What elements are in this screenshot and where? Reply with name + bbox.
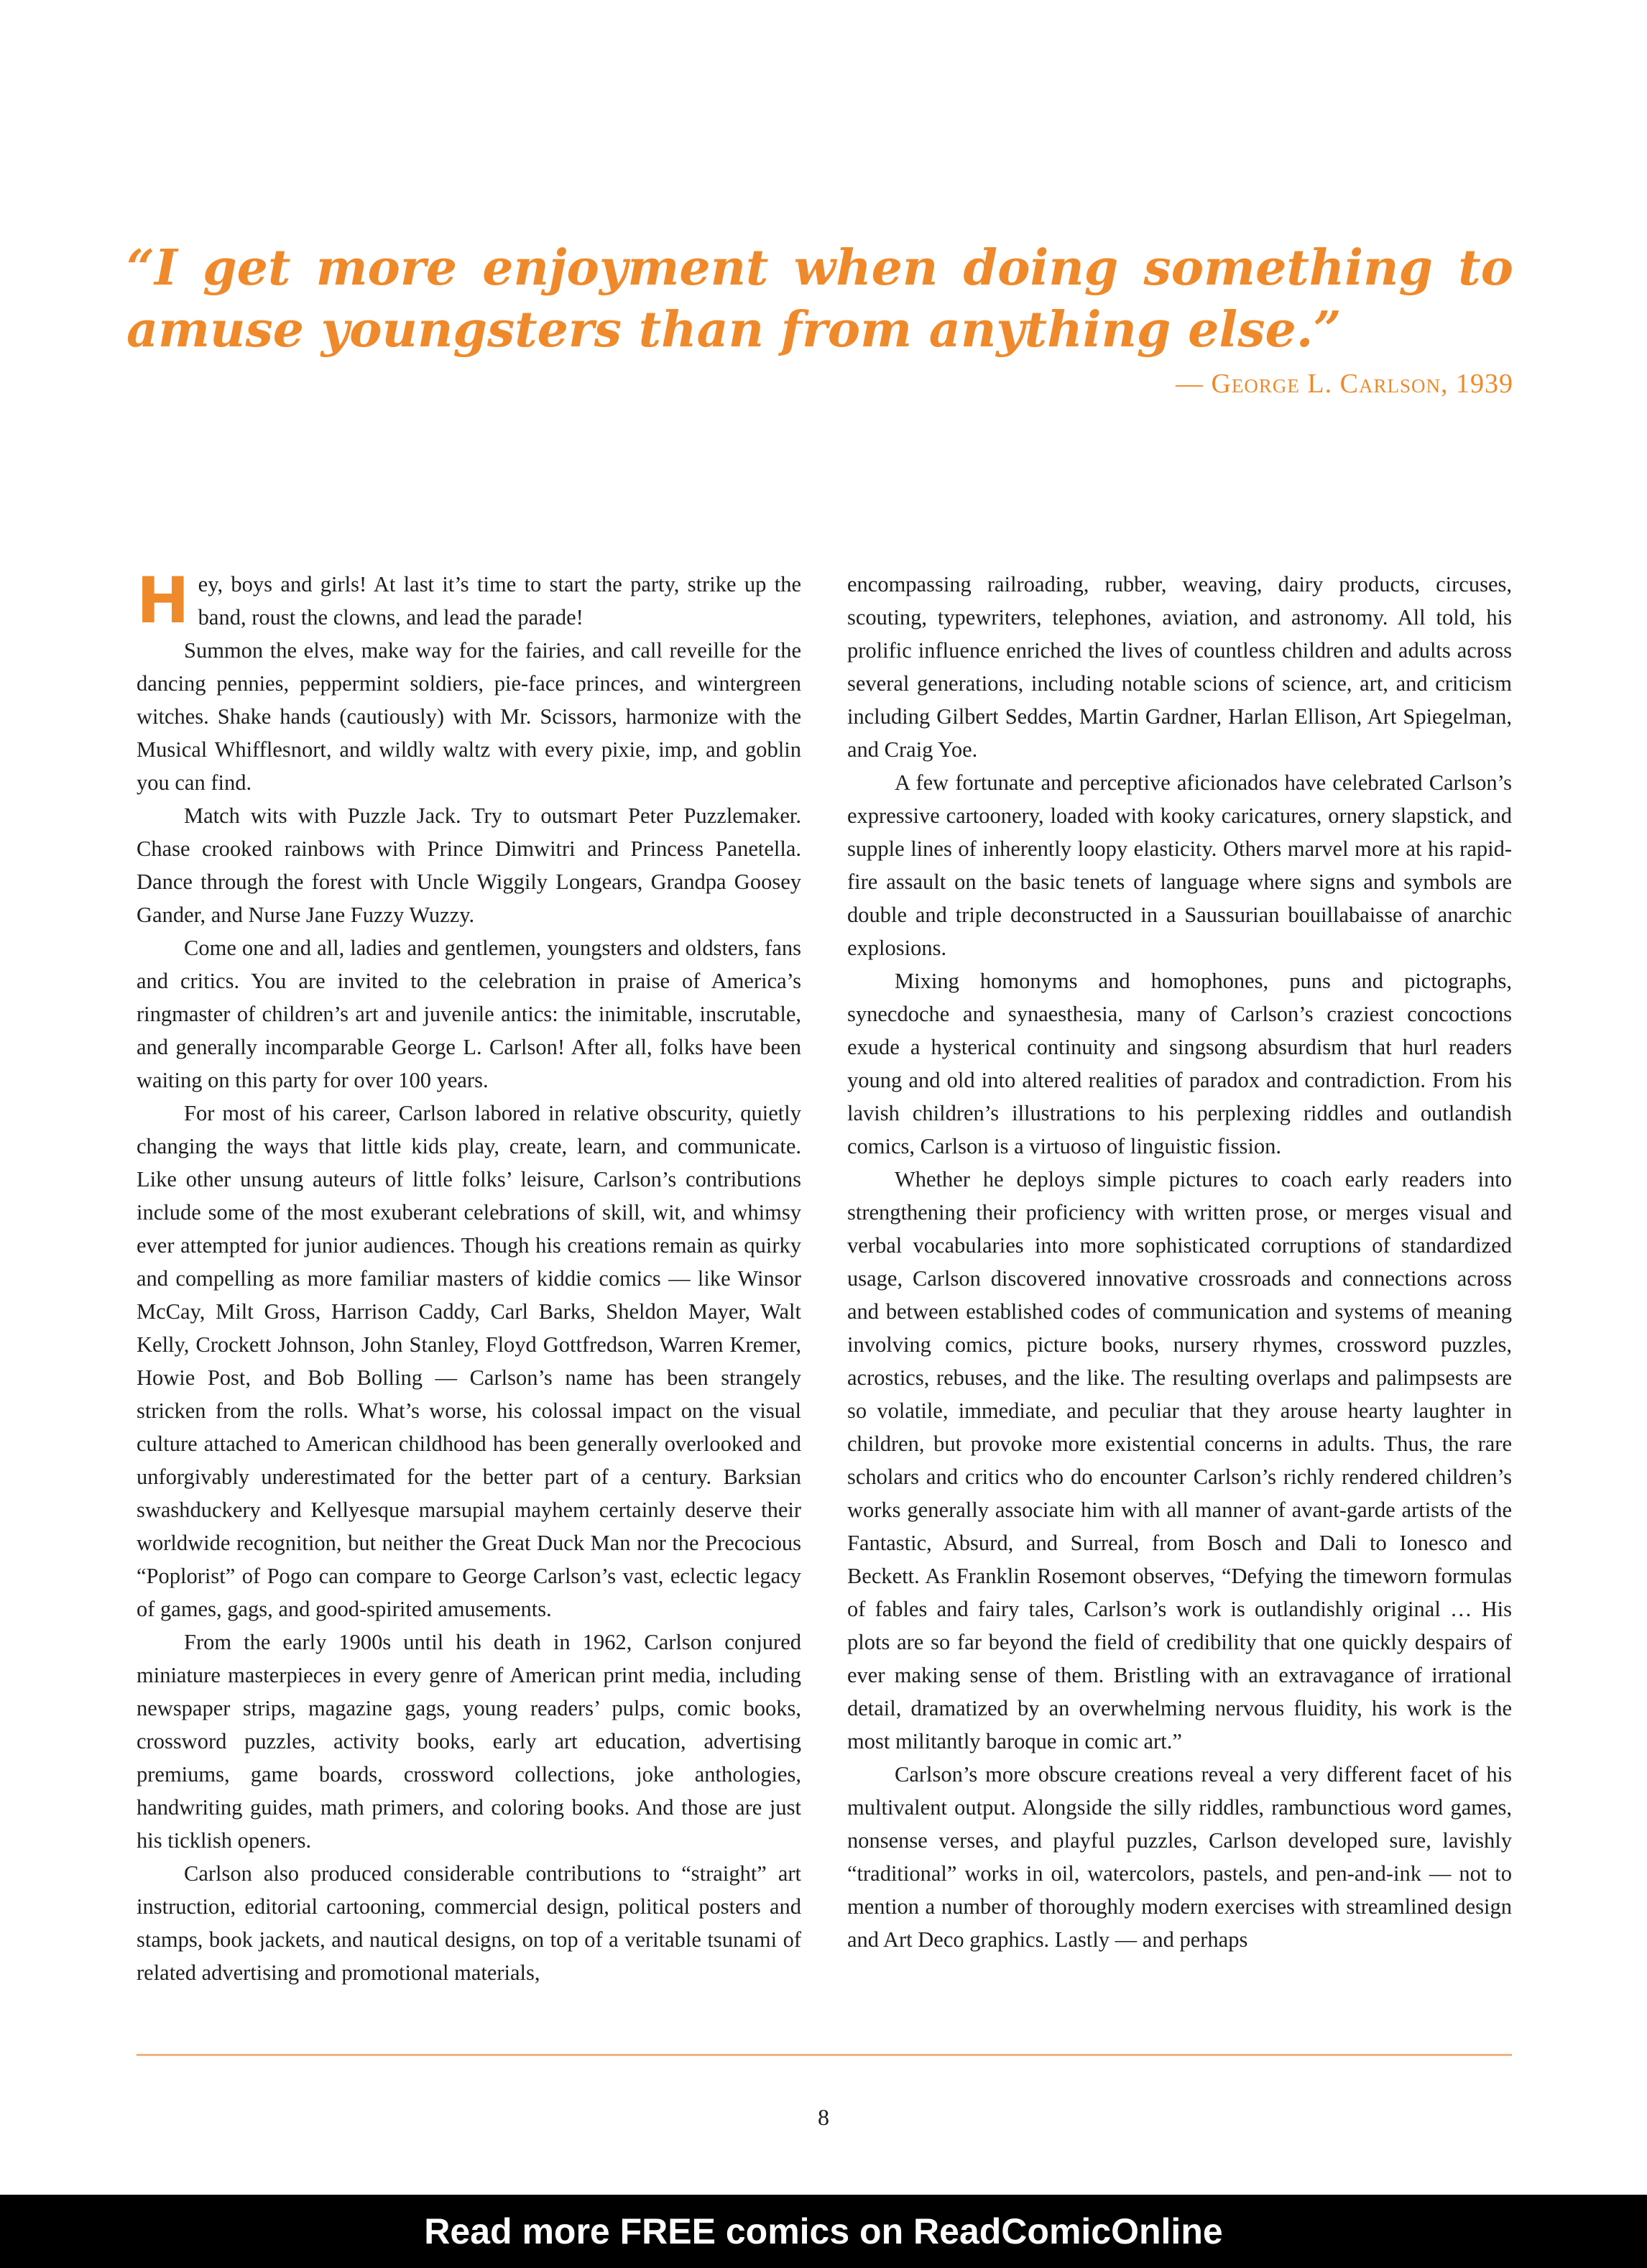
footer-banner[interactable]: Read more FREE comics on ReadComicOnline (0, 2195, 1647, 2268)
paragraph-text: ey, boys and girls! At last it’s time to start the party, strike up the band, roust the clowns, and lead the parade! (198, 572, 801, 630)
paragraph: A few fortunate and perceptive aficionados have celebrated Carlson’s expressive cartoonery, loaded with kooky caricatures, ornery slapstick, and supple lines of inherently loopy elasticity. Others marvel more at his rapid-fire assault on the basic tenets of language where signs and symbols are double and triple deconstructed in a Saussurian bouillabaisse of anarchic explosions. (847, 770, 1512, 960)
page-number: 8 (818, 2104, 829, 2130)
epigraph (126, 237, 1513, 400)
right-column (847, 568, 1512, 2027)
epigraph-attribution: — George L. Carlson, 1939 (1175, 369, 1513, 399)
paragraph: Whether he deploys simple pictures to coach early readers into strengthening their proficiency with written prose, or merges visual and verbal vocabularies into more sophisticated corruptions of standardized usage, Carlson discovered innovative crossroads and connections across and between established codes of communication and systems of meaning involving comics, picture books, nursery rhymes, crossword puzzles, acrostics, rebuses, and the like. The resulting overlaps and palimpsests are so volatile, immediate, and peculiar that they arouse hearty laughter in children, but provoke more existential concerns in adults. Thus, the rare scholars and critics who do encounter Carlson’s richly rendered children’s works generally associate him with all manner of avant-garde artists of the Fantastic, Absurd, and Surreal, from Bosch and Dali to Ionesco and Beckett. As Franklin Rosemont observes, “Defying the timeworn formulas of fables and fairy tales, Carlson’s work is outlandishly original … His plots are so far beyond the field of credibility that one quickly despairs of ever making sense of them. Bristling with an extravagance of irrational detail, dramatized by an overwhelming nervous fluidity, his work is the most militantly baroque in comic art.” (847, 1167, 1512, 1753)
paragraph: encompassing railroading, rubber, weaving, dairy products, circuses, scouting, typewriters, telephones, aviation, and astronomy. All told, his prolific influence enriched the lives of countless children and adults across several generations, including notable scions of science, art, and criticism including Gilbert Seddes, Martin Gardner, Harlan Ellison, Art Spiegelman, and Craig Yoe. (847, 572, 1512, 762)
epigraph-quote: “I get more enjoyment when doing something to amuse youngsters than from anything else.” (126, 239, 1513, 359)
paragraph: Match wits with Puzzle Jack. Try to outsmart Peter Puzzlemaker. Chase crooked rainbows with Prince Dimwitri and Princess Panetella. Dance through the forest with Uncle Wiggily Longears, Grandpa Goosey Gander, and Nurse Jane Fuzzy Wuzzy. (137, 803, 801, 927)
divider-rule (137, 2054, 1512, 2056)
paragraph: For most of his career, Carlson labored in relative obscurity, quietly changing the ways that little kids play, create, learn, and communicate. Like other unsung auteurs of little folks’ leisure, Carlson’s contributions include some of the most exuberant celebrations of skill, wit, and whimsy ever attempted for junior audiences. Though his creations remain as quirky and compelling as more familiar masters of kiddie comics — like Winsor McCay, Milt Gross, Harrison Caddy, Carl Barks, Sheldon Mayer, Walt Kelly, Crockett Johnson, John Stanley, Floyd Gottfredson, Warren Kremer, Howie Post, and Bob Bolling — Carlson’s name has been strangely stricken from the rolls. What’s worse, his colossal impact on the visual culture attached to American childhood has been generally overlooked and unforgivably underestimated for the better part of a century. Barksian swashduckery and Kellyesque marsupial mayhem certainly deserve their worldwide recognition, but neither the Great Duck Man nor the Precocious “Poplorist” of Pogo can compare to George Carlson’s vast, eclectic legacy of games, gags, and good-spirited amusements. (137, 1101, 801, 1621)
paragraph: Carlson’s more obscure creations reveal a very different facet of his multivalent output. Alongside the silly riddles, rambunctious word games, nonsense verses, and playful puzzles, Carlson developed sure, lavishly “traditional” works in oil, watercolors, pastels, and pen-and-ink — not to mention a number of thoroughly modern exercises with streamlined design and Art Deco graphics. Lastly — and perhaps (847, 1762, 1512, 1952)
left-column (137, 568, 801, 2027)
paragraph: From the early 1900s until his death in 1962, Carlson conjured miniature masterpieces in every genre of American print media, including newspaper strips, magazine gags, young readers’ pulps, comic books, crossword puzzles, activity books, early art education, advertising premiums, game boards, crossword collections, joke anthologies, handwriting guides, math primers, and coloring books. And those are just his ticklish openers. (137, 1630, 801, 1853)
paragraph: Mixing homonyms and homophones, puns and pictographs, synecdoche and synaesthesia, many of Carlson’s craziest concoctions exude a hysterical continuity and singsong absurdism that hurl readers young and old into altered realities of paradox and contradiction. From his lavish children’s illustrations to his perplexing riddles and outlandish comics, Carlson is a virtuoso of linguistic fission. (847, 969, 1512, 1158)
article-body (137, 568, 1512, 2027)
paragraph (137, 568, 801, 637)
drop-cap: H (137, 568, 190, 637)
paragraph: Summon the elves, make way for the fairies, and call reveille for the dancing pennies, peppermint soldiers, pie-face princes, and wintergreen witches. Shake hands (cautiously) with Mr. Scissors, harmonize with the Musical Whifflesnort, and wildly waltz with every pixie, imp, and goblin you can find. (137, 638, 801, 795)
paragraph: Come one and all, ladies and gentlemen, youngsters and oldsters, fans and critics. You are invited to the celebration in praise of America’s ringmaster of children’s art and juvenile antics: the inimitable, inscrutable, and generally incomparable George L. Carlson! After all, folks have been waiting on this party for over 100 years. (137, 936, 801, 1092)
paragraph: Carlson also produced considerable contributions to “straight” art instruction, editorial cartooning, commercial design, political posters and stamps, book jackets, and nautical designs, on top of a veritable tsunami of related advertising and promotional materials, (137, 1861, 801, 1985)
